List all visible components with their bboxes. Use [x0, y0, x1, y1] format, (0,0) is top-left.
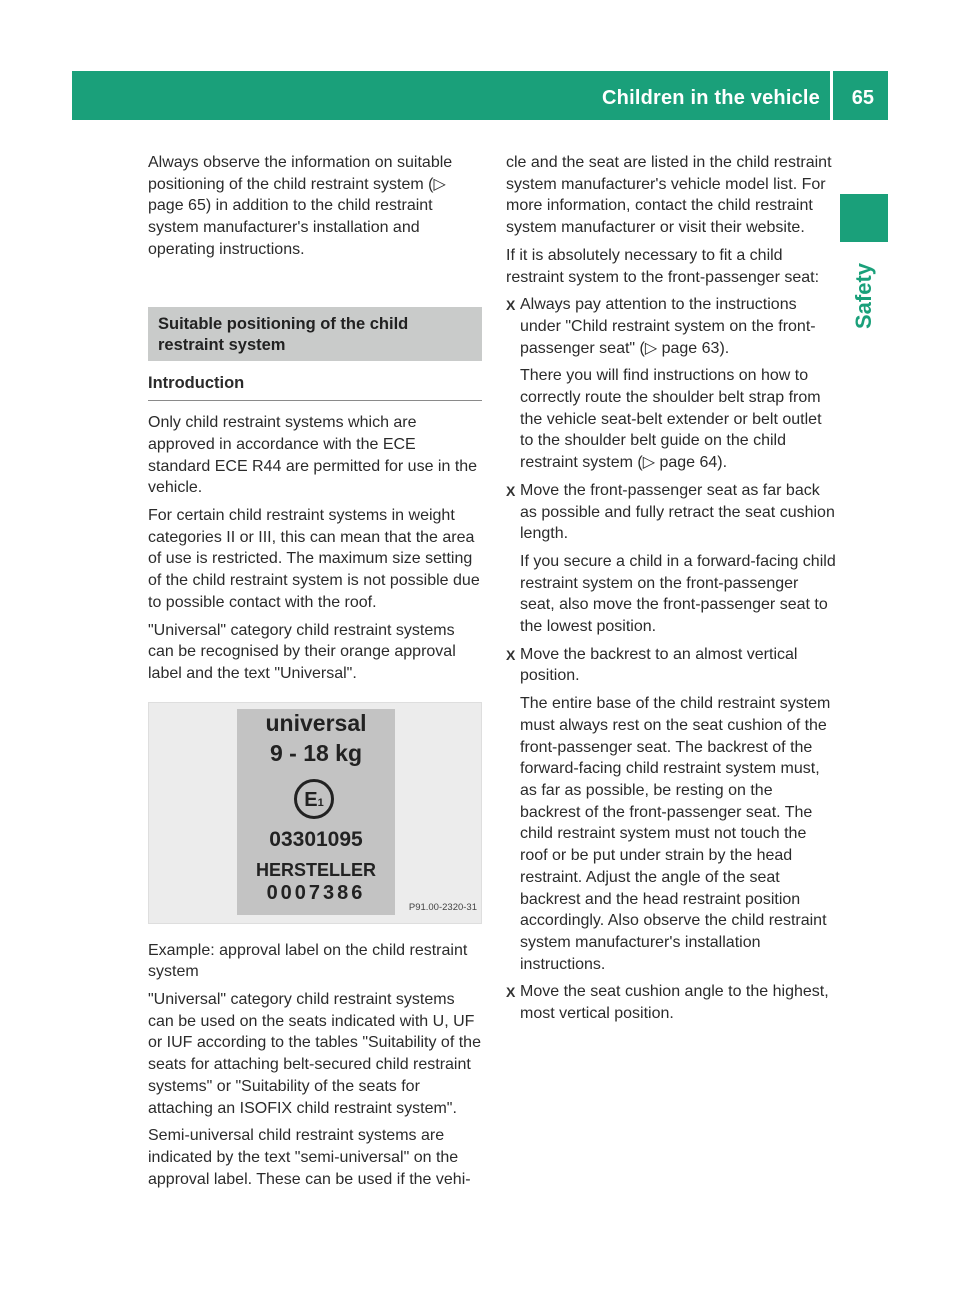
label-text-weight: 9 - 18 kg: [269, 739, 363, 766]
paragraph: Only child restraint systems which are approved in accordance with the ECE standard ECE R44 are permitted for use in the vehicle.: [148, 414, 478, 497]
step-marker-icon: X: [506, 482, 516, 499]
subheading: Introduction: [148, 373, 482, 402]
left-column: [148, 152, 482, 1196]
chapter-marker: [840, 194, 888, 242]
label-text-approval-number: 03301095: [269, 827, 363, 851]
label-text-serial: 0007386: [266, 881, 366, 904]
paragraph: "Universal" category child restraint systems can be recognised by their orange approval label and the text "Universal".: [148, 621, 456, 682]
step-note: If you secure a child in a forward-facing child restraint system on the front-passenger seat, also move the front-passenger seat to the lowest position.: [520, 552, 836, 636]
intro-paragraph: Always observe the information on suitable positioning of the child restraint system (▷ page 65) in addition to the child restraint system manufacturer's installation and operating instructions.: [148, 154, 453, 258]
paragraph: "Universal" category child restraint systems can be used on the seats indicated with U, UF or IUF according to the tables "Suitability of the seats for attaching belt-secured child restraint systems" or "Suitability of the seats for attaching an ISOFIX child restraint system".: [148, 991, 481, 1117]
instruction-step: [506, 644, 836, 976]
section-heading: Suitable positioning of the child restraint system: [148, 307, 482, 361]
paragraph: Semi-universal child restraint systems are indicated by the text "semi-universal" on the approval label. These can be used if the vehi-: [148, 1127, 471, 1188]
step-marker-icon: X: [506, 646, 516, 663]
instruction-step: [506, 294, 836, 474]
label-text-universal: universal: [265, 709, 367, 736]
step-note: There you will find instructions on how to correctly route the shoulder belt strap from the vehicle seat-belt extender or belt outlet to the shoulder belt guide on the child restraint system (▷ page 64).: [520, 367, 822, 472]
lead-paragraph: If it is absolutely necessary to fit a child restraint system to the front-passenger seat:: [506, 246, 820, 286]
step-text: Move the seat cushion angle to the highest, most vertical position.: [520, 983, 829, 1023]
step-text: Move the backrest to an almost vertical position.: [520, 645, 798, 685]
step-marker-icon: X: [506, 984, 516, 1001]
right-column: [506, 152, 836, 1031]
paragraph: For certain child restraint systems in weight categories II or III, this can mean that the area of use is restricted. The maximum size setting of the child restraint system is not possible due to possible contact with the roof.: [148, 507, 480, 611]
section-title: Children in the vehicle: [602, 87, 820, 109]
page-header: [72, 71, 888, 120]
label-text-manufacturer: HERSTELLER: [255, 859, 376, 880]
chapter-tab: [840, 255, 888, 337]
approval-label-figure: [148, 702, 482, 924]
approval-label-image: [237, 709, 395, 915]
page-number: 65: [851, 87, 874, 109]
figure-caption: Example: approval label on the child restraint system: [148, 941, 468, 981]
e-mark-icon: E1: [294, 779, 334, 819]
chapter-tab-label: Safety: [851, 262, 877, 330]
header-divider: [830, 71, 833, 120]
instruction-step: [506, 981, 836, 1024]
step-text: Always pay attention to the instructions under "Child restraint system on the front-passenger seat" (▷ page 63).: [520, 296, 816, 357]
instruction-step: [506, 480, 836, 638]
step-note: The entire base of the child restraint system must always rest on the seat cushion of the front-passenger seat. The backrest of the forward-facing child restraint system must, as far as possible, be resting on the backrest of the front-passenger seat. The child restraint system must not touch the roof or be put under strain by the head restraint. Adjust the angle of the seat backrest and the head restraint position accordingly. Also observe the child restraint system manufacturer's installation instructions.: [520, 695, 831, 973]
figure-code: P91.00-2320-31: [408, 901, 477, 913]
step-marker-icon: X: [506, 297, 516, 314]
step-text: Move the front-passenger seat as far back as possible and fully retract the seat cushion length.: [520, 481, 835, 543]
continued-paragraph: cle and the seat are listed in the child restraint system manufacturer's vehicle model list. For more information, contact the child restraint system manufacturer or visit their website.: [506, 154, 832, 237]
